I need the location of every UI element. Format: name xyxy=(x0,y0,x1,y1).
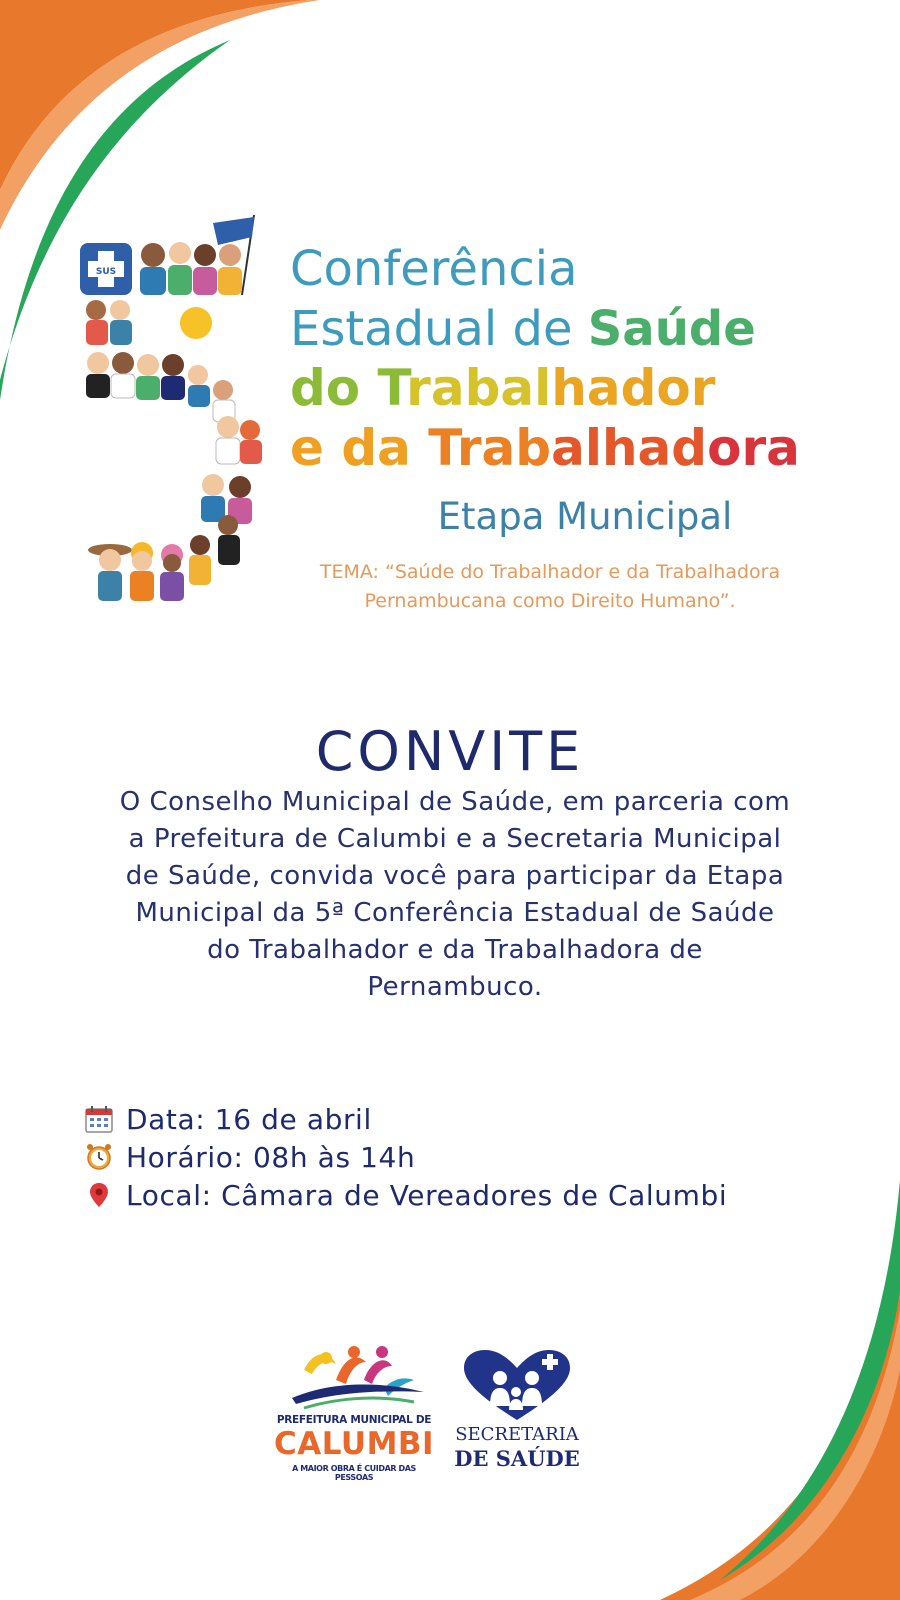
invite-body-line: Pernambuco. xyxy=(367,972,543,1002)
alarm-clock-icon xyxy=(84,1142,114,1172)
svg-text:SUS: SUS xyxy=(95,267,117,277)
calumbi-logo-tagline: A MAIOR OBRA É CUIDAR DAS PESSOAS xyxy=(292,1464,416,1482)
title-line-2 xyxy=(290,301,870,357)
title-line-4 xyxy=(290,419,870,477)
title-line-3-seg-3: hador xyxy=(551,359,716,417)
calumbi-logo-line-2: CALUMBI xyxy=(274,1426,435,1462)
title-line-4-seg-2: Trab xyxy=(428,419,552,477)
invite-body-line: do Trabalhador e da Trabalhadora de xyxy=(207,935,703,965)
calumbi-logo-line-1: PREFEITURA MUNICIPAL DE xyxy=(276,1414,432,1426)
title-line-3 xyxy=(290,359,870,417)
heart-family-icon xyxy=(452,1348,582,1423)
time-text: Horário: 08h às 14h xyxy=(126,1140,416,1174)
title-line-2-part: Estadual de xyxy=(290,301,588,357)
bottom-right-swoosh-decoration xyxy=(620,1180,900,1600)
title-line-3-seg-2: rabal xyxy=(406,359,552,417)
location-text: Local: Câmara de Vereadores de Calumbi xyxy=(126,1178,728,1212)
invite-body-line: a Prefeitura de Calumbi e a Secretaria Municipal xyxy=(128,824,782,854)
title-saude-word: Saúde xyxy=(587,301,756,357)
title-line-4-seg-1: e da xyxy=(290,419,429,477)
prefeitura-calumbi-logo xyxy=(274,1340,434,1485)
sun-icon xyxy=(180,307,212,339)
invite-body-line: Municipal da 5ª Conferência Estadual de Saúde xyxy=(135,898,775,928)
conference-title xyxy=(290,241,870,477)
theme-line-1: TEMA: “Saúde do Trabalhador e da Trabalhadora xyxy=(319,561,781,583)
secretaria-saude-logo xyxy=(452,1348,582,1473)
title-line-3-seg-1: do T xyxy=(290,359,407,417)
detail-location xyxy=(84,1176,727,1214)
number-five-workers-illustration xyxy=(78,215,268,615)
title-line-1: Conferência xyxy=(290,241,578,297)
invite-body-line: de Saúde, convida você para participar da Etapa xyxy=(125,861,785,891)
calendar-icon xyxy=(84,1104,114,1134)
theme-line-2: Pernambucana como Direito Humano”. xyxy=(364,590,736,612)
saude-logo-line-2: DE SAÚDE xyxy=(454,1446,580,1471)
calumbi-people-mark-icon xyxy=(274,1340,434,1415)
date-text: Data: 16 de abril xyxy=(126,1102,372,1136)
left-column-people xyxy=(86,300,235,422)
detail-time xyxy=(84,1138,727,1176)
invite-body xyxy=(70,784,840,1006)
invite-heading: CONVITE xyxy=(315,720,585,783)
event-details xyxy=(84,1100,727,1214)
stage-subtitle: Etapa Municipal xyxy=(437,495,733,538)
invite-body-line: O Conselho Municipal de Saúde, em parceria com xyxy=(119,787,791,817)
theme-text xyxy=(250,558,850,616)
right-curve-people xyxy=(201,416,262,565)
detail-date xyxy=(84,1100,727,1138)
top-row-people xyxy=(140,242,242,295)
title-line-4-seg-3: alhad xyxy=(551,419,708,477)
title-line-4-seg-4: ora xyxy=(707,419,800,477)
bottom-row-people xyxy=(88,535,211,601)
saude-logo-line-1: SECRETARIA xyxy=(455,1424,579,1445)
location-pin-icon xyxy=(84,1180,114,1210)
